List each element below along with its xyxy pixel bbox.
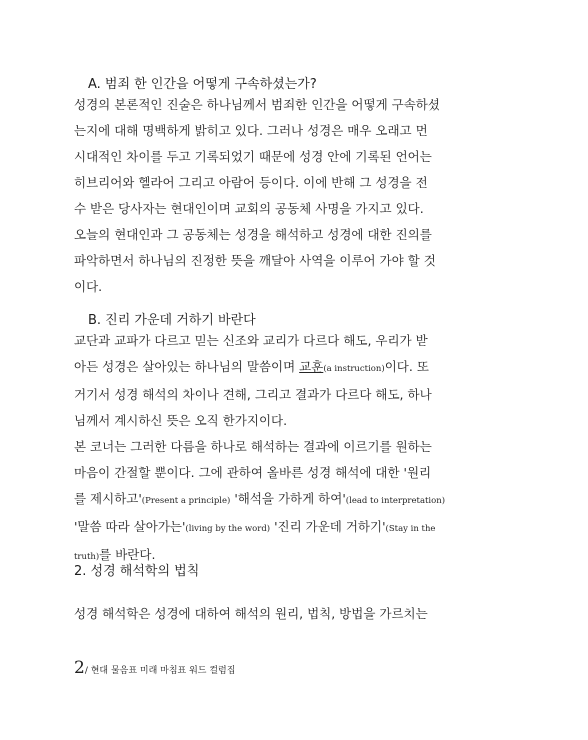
section-b-heading: B. 진리 가운데 거하기 바란다 xyxy=(88,313,256,328)
text-line: 거기서 성경 해석의 차이나 견해, 그리고 결과가 다르다 해도, 하나 xyxy=(74,387,432,402)
section-b-paragraph xyxy=(74,328,446,570)
text-segment: '해석을 가하게 하여' xyxy=(230,491,346,506)
text-segment: 이다. 또 xyxy=(384,359,429,374)
underlined-term: 교훈 xyxy=(299,359,324,374)
text-line: 는지에 대해 명백하게 밝히고 있다. 그러나 성경은 매우 오래고 먼 xyxy=(74,123,428,138)
english-gloss: (Present a principle) xyxy=(141,496,231,506)
text-line: 성경 해석학은 성경에 대하여 해석의 원리, 법칙, 방법을 가르치는 xyxy=(74,606,428,621)
section-2-heading: 2. 성경 해석학의 법칙 xyxy=(74,564,200,579)
section-2-paragraph xyxy=(74,601,430,627)
text-line: 수 받은 당사자는 현대인이며 교회의 공동체 사명을 가지고 있다. xyxy=(74,201,424,216)
text-segment: '말씀 따라 살아가는' xyxy=(74,519,186,534)
text-segment: 를 바란다. xyxy=(99,547,156,562)
text-line: 마음이 간절할 뿐이다. 그에 관하여 올바른 성경 해석에 대한 '원리 xyxy=(74,465,432,480)
text-line xyxy=(74,486,446,514)
section-a-heading: A. 범죄 한 인간을 어떻게 구속하셨는가? xyxy=(88,77,317,92)
english-gloss: (living by the word) xyxy=(185,524,271,534)
section-a-paragraph xyxy=(74,92,440,300)
english-gloss: (lead to interpretation) xyxy=(345,496,446,506)
text-line: 본 코너는 그러한 다름을 하나로 해석하는 결과에 이르기를 원하는 xyxy=(74,439,432,454)
text-line: 님께서 계시하신 뜻은 오직 한가지이다. xyxy=(74,413,288,428)
english-gloss: (Stay in the xyxy=(385,524,436,534)
text-line: 히브리어와 헬라어 그리고 아람어 등이다. 이에 반해 그 성경을 전 xyxy=(74,175,428,190)
text-line xyxy=(74,354,430,382)
text-line: 오늘의 현대인과 그 공동체는 성경을 해석하고 성경에 대한 진의를 xyxy=(74,227,432,242)
footer-title: / 현대 물음표 미래 마침표 워드 컬럼집 xyxy=(84,666,236,676)
text-line: 교단과 교파가 다르고 믿는 신조와 교리가 다르다 해도, 우리가 받 xyxy=(74,333,428,348)
text-line: 파악하면서 하나님의 진정한 뜻을 깨달아 사역을 이루어 가야 할 것 xyxy=(74,253,436,268)
text-segment: 아든 성경은 살아있는 하나님의 말씀이며 xyxy=(74,359,300,374)
page-footer xyxy=(74,658,235,678)
text-segment: '진리 가운데 거하기' xyxy=(270,519,386,534)
text-line: 성경의 본론적인 진술은 하나님께서 범죄한 인간을 어떻게 구속하셨 xyxy=(74,97,440,112)
page-number: 2 xyxy=(74,658,85,678)
english-gloss: truth) xyxy=(74,552,100,562)
text-line xyxy=(74,514,436,542)
text-segment: 를 제시하고' xyxy=(74,491,142,506)
english-gloss: (a instruction) xyxy=(323,364,385,374)
text-line: 시대적인 차이를 두고 기록되었기 때문에 성경 안에 기록된 언어는 xyxy=(74,149,432,164)
text-line: 이다. xyxy=(74,279,103,294)
